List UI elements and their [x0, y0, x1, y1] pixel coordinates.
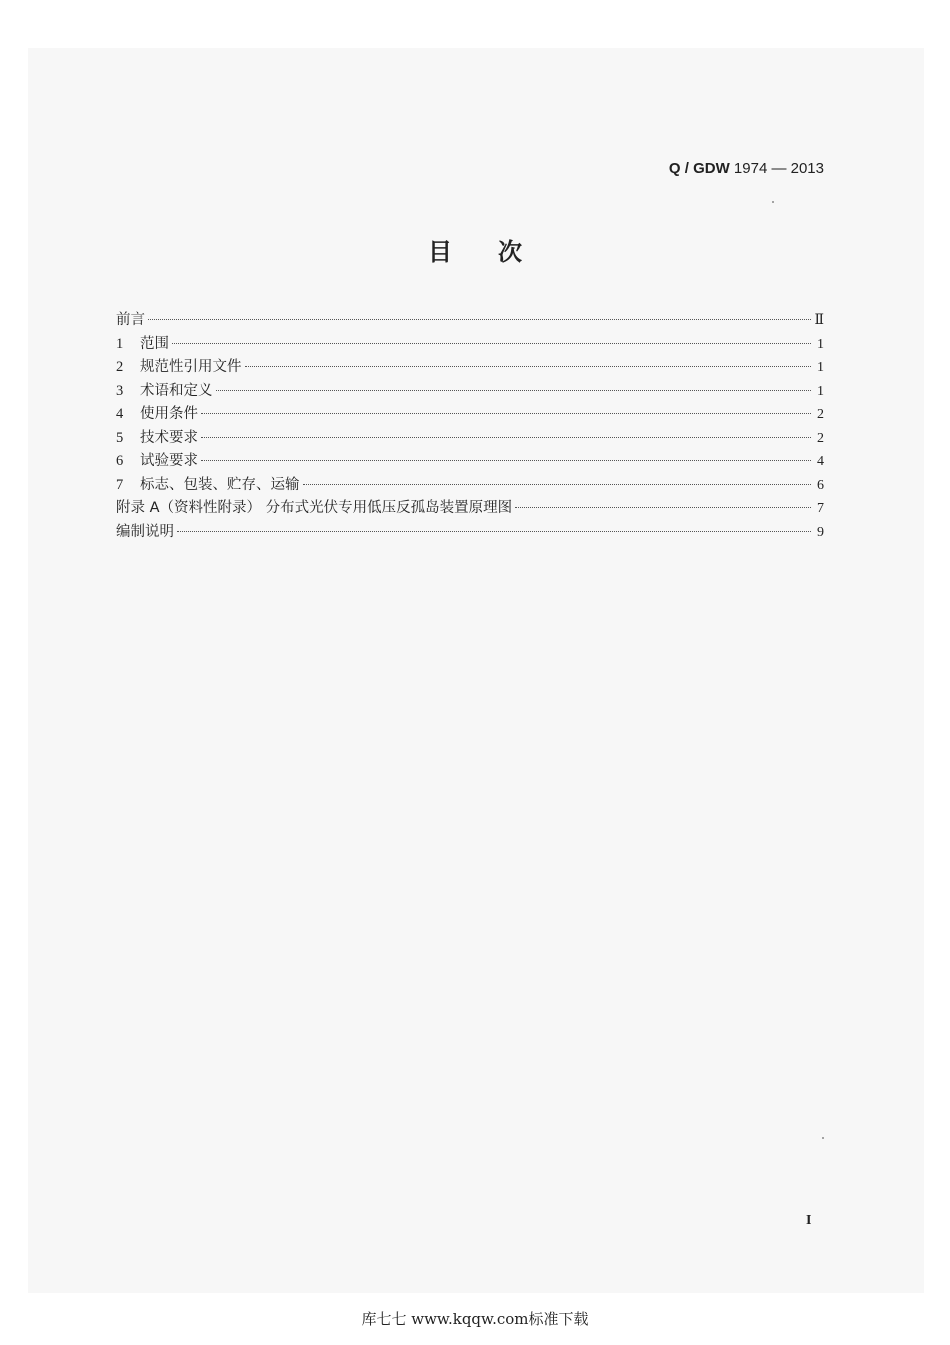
toc-leader [515, 507, 811, 508]
toc-entry-page: 2 [817, 430, 824, 446]
page-number: I [806, 1213, 812, 1228]
scan-speck [822, 1137, 824, 1139]
toc-entry-appendix-a[interactable] [116, 497, 824, 521]
footer-watermark: 库七七 www.kqqw.com标准下载 [361, 1310, 589, 1328]
toc-entry-number: 7 [116, 476, 124, 493]
toc-entry-number: 3 [116, 382, 124, 399]
toc-entry-5[interactable] [116, 427, 824, 451]
toc-entry-number: 6 [116, 453, 124, 469]
toc-entry-number: 1 [116, 335, 124, 352]
standard-number: 1974 — 2013 [733, 160, 824, 177]
toc-entry-label: 规范性引用文件 [140, 359, 242, 375]
toc-entry-label: 术语和定义 [140, 382, 213, 399]
toc-entry-page: 1 [817, 383, 824, 399]
toc-entry-number: 5 [116, 429, 124, 446]
toc-entry-number: 4 [116, 406, 124, 422]
toc-entry-1[interactable] [116, 333, 824, 357]
toc-leader [303, 484, 812, 485]
toc-entry-3[interactable] [116, 380, 824, 404]
toc-entry-2[interactable] [116, 356, 824, 380]
toc-leader [201, 437, 811, 438]
toc-entry-page: Ⅱ [814, 313, 824, 328]
standard-prefix: Q / GDW [668, 160, 730, 177]
toc-leader [201, 460, 811, 461]
toc-entry-page: 7 [817, 501, 824, 516]
scan-speck [772, 201, 774, 203]
toc-entry-page: 2 [817, 407, 824, 422]
toc-entry-label: 技术要求 [140, 429, 198, 446]
toc-entry-page: 6 [817, 477, 824, 493]
toc-entry-page: 9 [817, 524, 824, 540]
toc-entry-7[interactable] [116, 474, 824, 498]
standard-code [669, 160, 824, 177]
toc-entry-6[interactable] [116, 450, 824, 474]
toc-leader [148, 319, 811, 320]
toc-entry-number: 2 [116, 359, 124, 375]
toc-entry-foreword[interactable] [116, 309, 824, 333]
toc-entry-label: 使用条件 [140, 406, 198, 422]
toc-leader [201, 413, 811, 414]
toc-leader [216, 390, 812, 391]
toc-entry-4[interactable] [116, 403, 824, 427]
toc-entry-label: 范围 [140, 335, 169, 352]
toc-title: 目次 [428, 238, 568, 266]
table-of-contents [116, 309, 824, 544]
toc-leader [177, 531, 811, 532]
toc-leader [172, 343, 811, 344]
toc-leader [245, 366, 812, 367]
toc-entry-label: 附录 A（资料性附录） 分布式光伏专用低压反孤岛装置原理图 [116, 500, 513, 516]
toc-entry-page: 4 [817, 454, 824, 469]
toc-entry-page: 1 [817, 360, 824, 375]
toc-entry-label: 前言 [116, 312, 145, 328]
toc-entry-label: 试验要求 [140, 453, 198, 469]
toc-entry-label: 编制说明 [116, 523, 174, 540]
toc-entry-explanation[interactable] [116, 521, 824, 545]
toc-entry-label: 标志、包装、贮存、运输 [140, 476, 300, 493]
toc-entry-page: 1 [817, 336, 824, 352]
